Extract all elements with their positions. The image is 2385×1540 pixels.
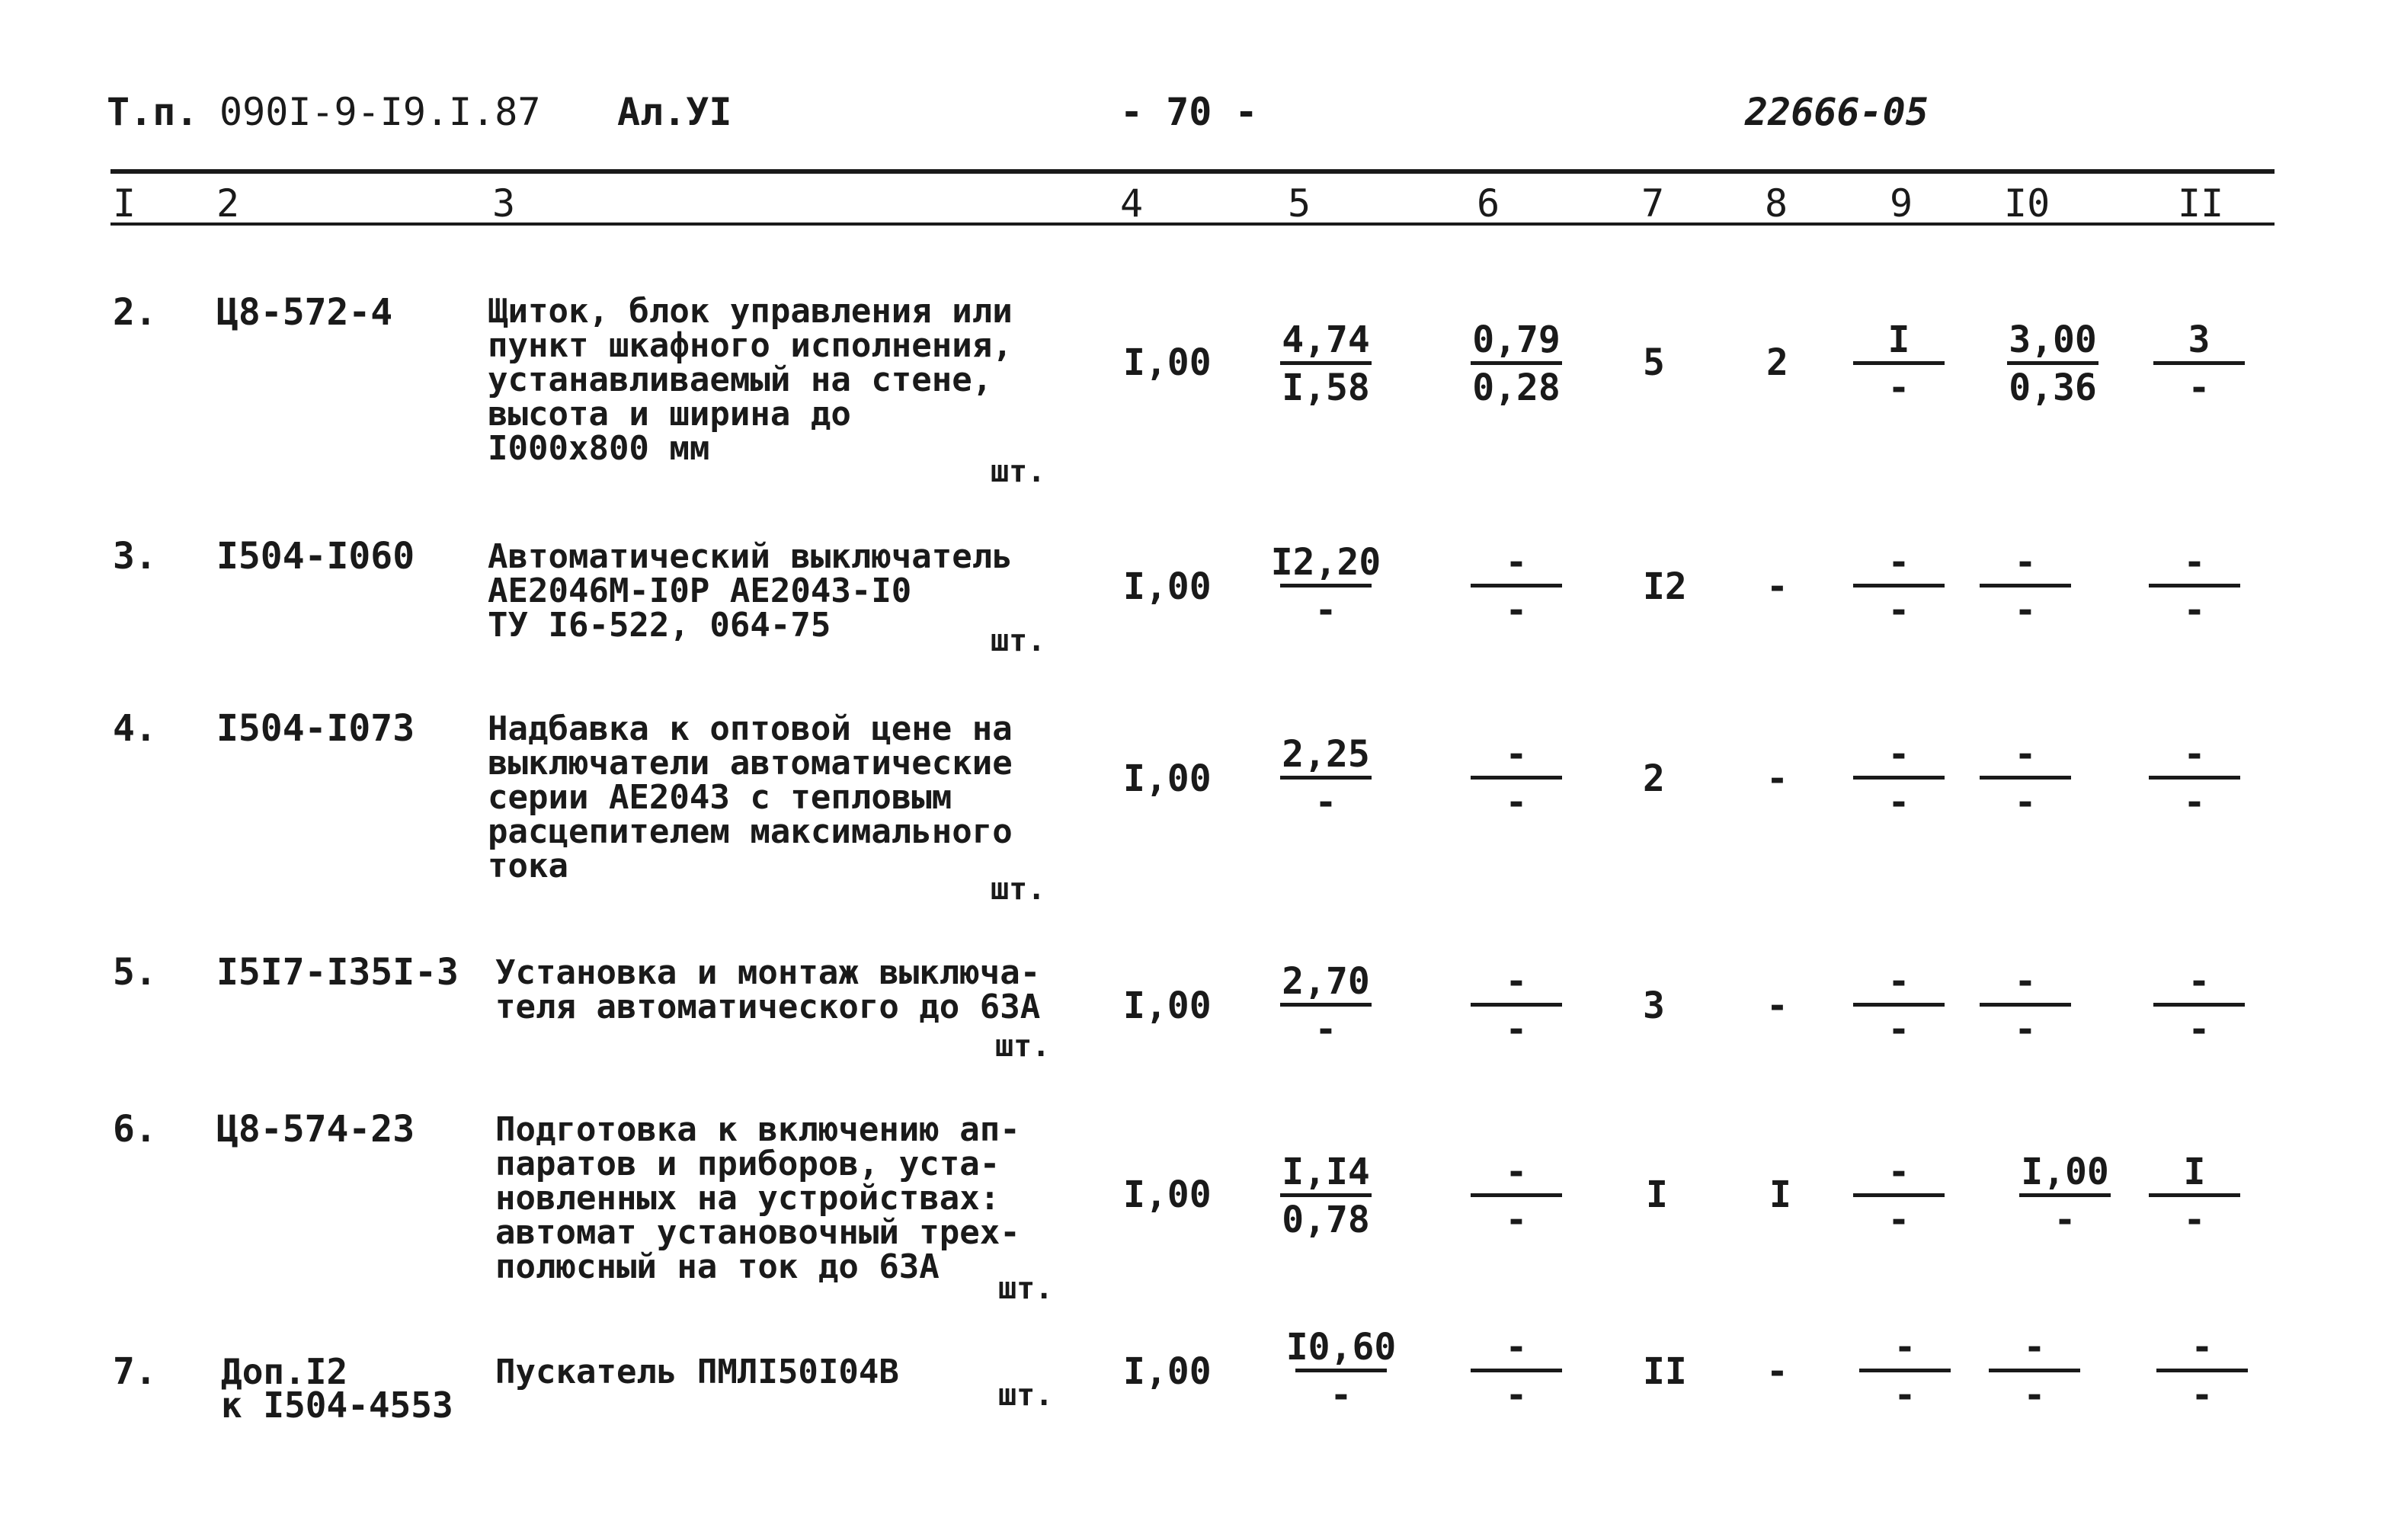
row-col7: 5 bbox=[1643, 341, 1665, 384]
fraction-cell bbox=[1964, 543, 2086, 630]
fraction-bar bbox=[1980, 584, 2071, 588]
fraction-cell bbox=[1455, 962, 1577, 1049]
column-number: 8 bbox=[1765, 181, 1788, 226]
fraction-numerator: 2,25 bbox=[1282, 733, 1370, 776]
fraction-bar bbox=[1295, 1369, 1387, 1372]
fraction-cell bbox=[2141, 1327, 2263, 1415]
fraction-denominator: - bbox=[2014, 589, 2037, 632]
fraction-bar bbox=[1280, 584, 1372, 588]
fraction-denominator: 0,28 bbox=[1472, 367, 1561, 409]
fraction-numerator: I,I4 bbox=[1282, 1151, 1370, 1193]
row-col8: - bbox=[1766, 757, 1788, 800]
fraction-denominator: - bbox=[1887, 367, 1910, 409]
row-index: 6. bbox=[113, 1108, 157, 1151]
column-number: 3 bbox=[492, 181, 516, 226]
fraction-denominator: - bbox=[1314, 589, 1337, 632]
fraction-denominator: - bbox=[2014, 1008, 2037, 1051]
row-col8: 2 bbox=[1766, 341, 1788, 384]
header-bottom-rule bbox=[110, 223, 2275, 226]
row-unit: шт. bbox=[991, 454, 1046, 489]
album-label: Ал.УI bbox=[617, 90, 732, 134]
fraction-denominator: - bbox=[2023, 1374, 2046, 1417]
fraction-denominator: - bbox=[2188, 367, 2211, 409]
row-description: Щиток, блок управления или пункт шкафного исполнения, устанавливаемый на стене, высота и ширина до I000x800 мм bbox=[488, 292, 1013, 468]
fraction-numerator: I bbox=[1887, 319, 1910, 361]
fraction-numerator: - bbox=[2191, 1326, 2214, 1369]
fraction-cell bbox=[2134, 1152, 2255, 1240]
column-number: 5 bbox=[1288, 181, 1311, 226]
fraction-bar bbox=[1280, 1193, 1372, 1197]
fraction-bar bbox=[1471, 584, 1562, 588]
fraction-numerator: - bbox=[2014, 541, 2037, 584]
row-qty: I,00 bbox=[1123, 565, 1212, 608]
code-label: Т.п. bbox=[107, 90, 199, 134]
fraction-cell bbox=[1838, 1152, 1960, 1240]
fraction-bar bbox=[2156, 1369, 2248, 1372]
fraction-bar bbox=[1471, 776, 1562, 780]
fraction-cell bbox=[1838, 735, 1960, 822]
document-number: 22666-05 bbox=[1745, 90, 1929, 134]
fraction-bar bbox=[1471, 361, 1562, 365]
fraction-bar bbox=[1980, 776, 2071, 780]
column-number: II bbox=[2178, 181, 2224, 226]
row-description: Надбавка к оптовой цене на выключатели автоматические серии АЕ2043 с тепловым расцепителем максимального тока bbox=[488, 709, 1013, 885]
column-number: 4 bbox=[1120, 181, 1144, 226]
row-col8: - bbox=[1766, 565, 1788, 608]
row-code: Ц8-572-4 bbox=[216, 291, 393, 334]
fraction-denominator: - bbox=[1505, 1374, 1528, 1417]
fraction-cell bbox=[2134, 735, 2255, 822]
fraction-numerator: - bbox=[2183, 541, 2206, 584]
column-number: I bbox=[113, 181, 136, 226]
fraction-bar bbox=[1853, 1003, 1945, 1007]
fraction-denominator: - bbox=[1887, 1199, 1910, 1241]
fraction-bar bbox=[2153, 1003, 2245, 1007]
fraction-cell bbox=[1265, 962, 1387, 1049]
fraction-bar bbox=[1853, 361, 1945, 365]
column-number: 6 bbox=[1477, 181, 1500, 226]
fraction-bar bbox=[1280, 361, 1372, 365]
row-description: Пускатель ПМЛI50I04В bbox=[495, 1353, 899, 1391]
fraction-numerator: - bbox=[2023, 1326, 2046, 1369]
fraction-numerator: 4,74 bbox=[1282, 319, 1370, 361]
fraction-cell bbox=[1964, 735, 2086, 822]
row-qty: I,00 bbox=[1123, 1350, 1212, 1393]
fraction-denominator: - bbox=[1887, 589, 1910, 632]
fraction-denominator: 0,78 bbox=[1282, 1199, 1370, 1241]
fraction-bar bbox=[1471, 1369, 1562, 1372]
fraction-denominator: - bbox=[1505, 781, 1528, 824]
fraction-bar bbox=[2149, 776, 2240, 780]
fraction-cell bbox=[1265, 543, 1387, 630]
row-code: Доп.I2 к I504-4553 bbox=[221, 1351, 453, 1426]
row-col7: 3 bbox=[1643, 985, 1665, 1027]
fraction-denominator: - bbox=[1887, 781, 1910, 824]
row-col8: I bbox=[1769, 1173, 1791, 1216]
row-qty: I,00 bbox=[1123, 985, 1212, 1027]
fraction-numerator: I,00 bbox=[2021, 1151, 2109, 1193]
fraction-denominator: - bbox=[2188, 1008, 2211, 1051]
fraction-cell bbox=[1838, 543, 1960, 630]
fraction-numerator: - bbox=[1505, 733, 1528, 776]
row-unit: шт. bbox=[995, 1029, 1051, 1064]
fraction-bar bbox=[1280, 776, 1372, 780]
fraction-cell bbox=[1455, 1327, 1577, 1415]
fraction-denominator: - bbox=[2054, 1199, 2076, 1241]
column-number: 9 bbox=[1890, 181, 1913, 226]
fraction-numerator: - bbox=[1505, 1326, 1528, 1369]
fraction-cell bbox=[1265, 735, 1387, 822]
fraction-cell bbox=[1455, 1152, 1577, 1240]
fraction-denominator: I,58 bbox=[1282, 367, 1370, 409]
row-qty: I,00 bbox=[1123, 1173, 1212, 1216]
row-code: Ц8-574-23 bbox=[216, 1108, 415, 1151]
fraction-numerator: - bbox=[1505, 1151, 1528, 1193]
fraction-numerator: I0,60 bbox=[1285, 1326, 1397, 1369]
row-description: Подготовка к включению ап- паратов и приборов, уста- новленных на устройствах: автомат установочный трех- полюсный на ток до 63А bbox=[495, 1110, 1020, 1286]
column-number: 2 bbox=[216, 181, 240, 226]
row-qty: I,00 bbox=[1123, 757, 1212, 800]
fraction-denominator: - bbox=[2183, 589, 2206, 632]
row-col7: 2 bbox=[1643, 757, 1665, 800]
fraction-numerator: 3 bbox=[2188, 319, 2211, 361]
fraction-bar bbox=[1853, 776, 1945, 780]
column-number: I0 bbox=[2004, 181, 2050, 226]
row-unit: шт. bbox=[998, 1378, 1054, 1413]
fraction-denominator: - bbox=[2183, 1199, 2206, 1241]
page-number: - 70 - bbox=[1120, 90, 1258, 134]
project-code: 090I-9-I9.I.87 bbox=[219, 90, 541, 134]
fraction-numerator: - bbox=[1887, 541, 1910, 584]
fraction-cell bbox=[2138, 320, 2260, 408]
fraction-denominator: - bbox=[1505, 1199, 1528, 1241]
fraction-denominator: 0,36 bbox=[2009, 367, 2097, 409]
fraction-bar bbox=[1980, 1003, 2071, 1007]
row-col8: - bbox=[1766, 1350, 1788, 1393]
fraction-cell bbox=[1280, 1327, 1402, 1415]
fraction-denominator: - bbox=[2191, 1374, 2214, 1417]
row-description: Автоматический выключатель АЕ2046М-I0Р АЕ2043-I0 ТУ I6-522, 064-75 bbox=[488, 537, 1013, 645]
fraction-cell bbox=[1455, 543, 1577, 630]
row-description: Установка и монтаж выключа- теля автоматического до 63А bbox=[495, 953, 1041, 1026]
fraction-denominator: - bbox=[1894, 1374, 1916, 1417]
fraction-bar bbox=[1853, 1193, 1945, 1197]
fraction-numerator: - bbox=[1894, 1326, 1916, 1369]
fraction-bar bbox=[1859, 1369, 1951, 1372]
fraction-numerator: - bbox=[2014, 960, 2037, 1003]
row-index: 7. bbox=[113, 1350, 157, 1393]
fraction-denominator: - bbox=[2014, 781, 2037, 824]
fraction-numerator: - bbox=[1887, 733, 1910, 776]
row-qty: I,00 bbox=[1123, 341, 1212, 384]
fraction-cell bbox=[1455, 735, 1577, 822]
fraction-numerator: - bbox=[2188, 960, 2211, 1003]
fraction-numerator: - bbox=[1887, 960, 1910, 1003]
fraction-cell bbox=[2004, 1152, 2126, 1240]
row-code: I5I7-I35I-3 bbox=[216, 951, 459, 994]
fraction-cell bbox=[1455, 320, 1577, 408]
fraction-numerator: I2,20 bbox=[1270, 541, 1381, 584]
row-unit: шт. bbox=[991, 623, 1046, 658]
fraction-bar bbox=[2019, 1193, 2111, 1197]
fraction-denominator: - bbox=[1887, 1008, 1910, 1051]
fraction-bar bbox=[1280, 1003, 1372, 1007]
fraction-bar bbox=[1989, 1369, 2080, 1372]
row-index: 5. bbox=[113, 951, 157, 994]
fraction-bar bbox=[2149, 1193, 2240, 1197]
fraction-denominator: - bbox=[1505, 1008, 1528, 1051]
fraction-numerator: - bbox=[1887, 1151, 1910, 1193]
fraction-numerator: - bbox=[1505, 960, 1528, 1003]
fraction-bar bbox=[2007, 361, 2098, 365]
fraction-bar bbox=[2153, 361, 2245, 365]
row-code: I504-I073 bbox=[216, 707, 415, 750]
row-index: 4. bbox=[113, 707, 157, 750]
row-index: 3. bbox=[113, 535, 157, 578]
fraction-cell bbox=[1844, 1327, 1966, 1415]
fraction-cell bbox=[1992, 320, 2114, 408]
fraction-cell bbox=[1974, 1327, 2095, 1415]
fraction-cell bbox=[1838, 320, 1960, 408]
fraction-cell bbox=[2138, 962, 2260, 1049]
header-top-rule bbox=[110, 169, 2275, 174]
fraction-cell bbox=[1265, 1152, 1387, 1240]
row-col7: I bbox=[1646, 1173, 1668, 1216]
fraction-numerator: - bbox=[2014, 733, 2037, 776]
row-code: I504-I060 bbox=[216, 535, 415, 578]
fraction-numerator: 3,00 bbox=[2009, 319, 2097, 361]
fraction-denominator: - bbox=[1505, 589, 1528, 632]
row-col7: I2 bbox=[1643, 565, 1687, 608]
fraction-cell bbox=[1838, 962, 1960, 1049]
fraction-cell bbox=[1964, 962, 2086, 1049]
fraction-numerator: 0,79 bbox=[1472, 319, 1561, 361]
column-number: 7 bbox=[1641, 181, 1665, 226]
fraction-bar bbox=[2149, 584, 2240, 588]
fraction-denominator: - bbox=[2183, 781, 2206, 824]
row-unit: шт. bbox=[991, 872, 1046, 907]
fraction-bar bbox=[1471, 1193, 1562, 1197]
fraction-numerator: 2,70 bbox=[1282, 960, 1370, 1003]
fraction-denominator: - bbox=[1314, 1008, 1337, 1051]
fraction-cell bbox=[1265, 320, 1387, 408]
fraction-numerator: I bbox=[2183, 1151, 2206, 1193]
fraction-denominator: - bbox=[1330, 1374, 1353, 1417]
fraction-numerator: - bbox=[2183, 733, 2206, 776]
fraction-bar bbox=[1471, 1003, 1562, 1007]
row-col8: - bbox=[1766, 985, 1788, 1027]
fraction-cell bbox=[2134, 543, 2255, 630]
fraction-denominator: - bbox=[1314, 781, 1337, 824]
fraction-numerator: - bbox=[1505, 541, 1528, 584]
row-col7: II bbox=[1643, 1350, 1687, 1393]
row-unit: шт. bbox=[998, 1271, 1054, 1306]
fraction-bar bbox=[1853, 584, 1945, 588]
row-index: 2. bbox=[113, 291, 157, 334]
